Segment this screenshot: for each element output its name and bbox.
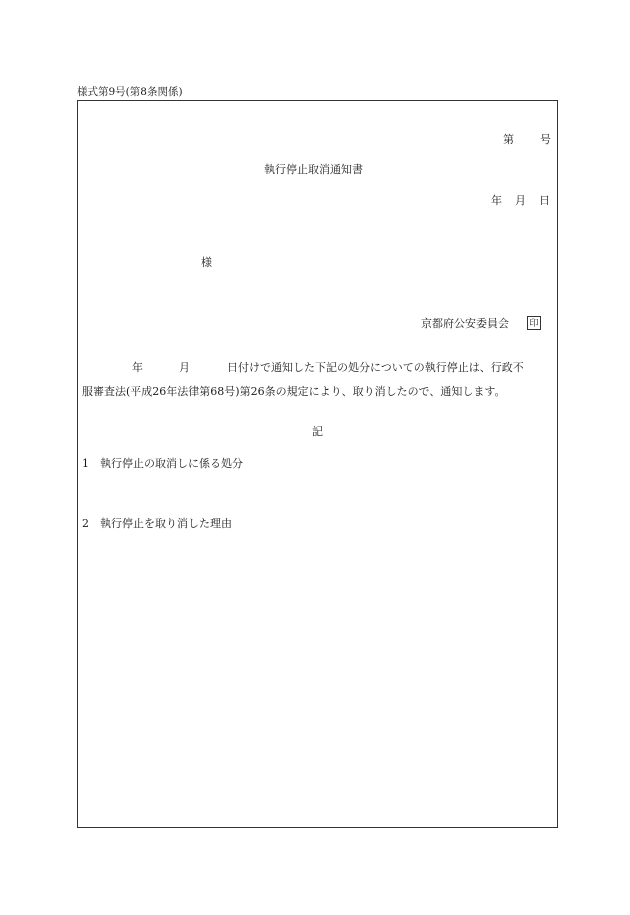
- number-go: 号: [540, 133, 551, 146]
- body-year: 年: [132, 361, 143, 374]
- addressee-suffix: 様: [201, 256, 212, 269]
- sender-name: 京都府公安委員会: [421, 317, 509, 330]
- date-day: 日: [539, 194, 550, 207]
- number-dai: 第: [503, 133, 514, 146]
- form-label: 様式第9号(第8条関係): [77, 86, 183, 98]
- document-title: 執行停止取消通知書: [264, 163, 363, 176]
- body-line2: 服審査法(平成26年法律第68号)第26条の規定により、取り消したので、通知します。: [82, 385, 506, 398]
- body-month: 月: [179, 361, 190, 374]
- seal-mark: 印: [527, 316, 541, 330]
- item-1: 1 執行停止の取消しに係る処分: [82, 457, 243, 470]
- body-line1: 日付けで通知した下記の処分についての執行停止は、行政不: [227, 361, 524, 374]
- item-2: 2 執行停止を取り消した理由: [82, 517, 232, 530]
- date-year: 年: [491, 194, 502, 207]
- ki-heading: 記: [312, 425, 323, 438]
- date-month: 月: [515, 194, 526, 207]
